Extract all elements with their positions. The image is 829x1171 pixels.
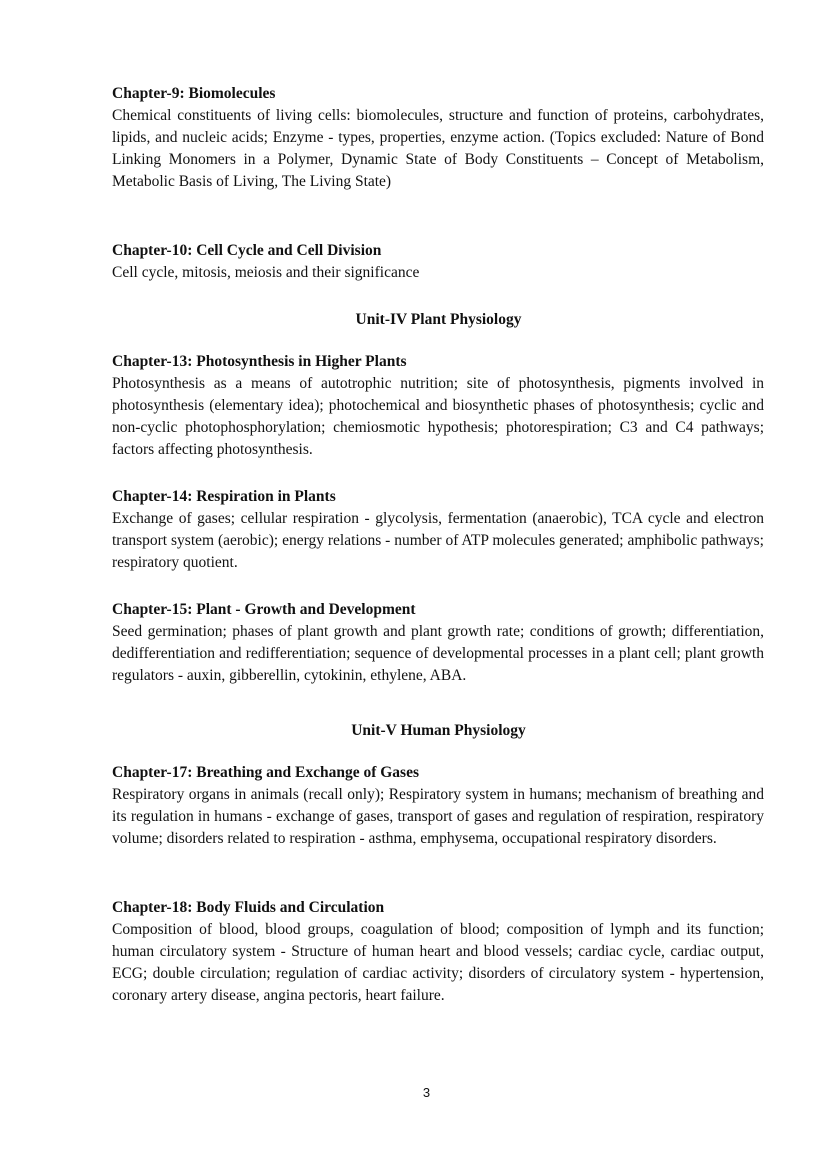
- chapter-body: Seed germination; phases of plant growth and plant growth rate; conditions of growth; differentiation, dedifferentiation and redifferentiation; sequence of developmental processes in a plant cell; plant growth regulators - auxin, gibberellin, cytokinin, ethylene, ABA.: [112, 623, 764, 684]
- chapter-17-section: [112, 762, 764, 850]
- chapter-9-section: [112, 83, 764, 193]
- chapter-18-section: [112, 897, 764, 1007]
- chapter-heading: Chapter-18: Body Fluids and Circulation: [112, 899, 385, 916]
- chapter-body: Cell cycle, mitosis, meiosis and their significance: [112, 264, 420, 281]
- chapter-body: Respiratory organs in animals (recall only); Respiratory system in humans; mechanism of breathing and its regulation in humans - exchange of gases, transport of gases and regulation of respiration, respiratory volume; disorders related to respiration - asthma, emphysema, occupational respiratory disorders.: [112, 786, 764, 847]
- unit-iv-heading: Unit-IV Plant Physiology: [355, 311, 522, 328]
- chapter-13-section: [112, 351, 764, 461]
- chapter-body: Composition of blood, blood groups, coagulation of blood; composition of lymph and its function; human circulatory system - Structure of human heart and blood vessels; cardiac cycle, cardiac output, ECG; double circulation; regulation of cardiac activity; disorders of circulatory system - hypertension, coronary artery disease, angina pectoris, heart failure.: [112, 921, 764, 1004]
- page-number: 3: [422, 1085, 431, 1100]
- chapter-heading: Chapter-14: Respiration in Plants: [112, 488, 336, 505]
- chapter-heading: Chapter-13: Photosynthesis in Higher Plants: [112, 353, 407, 370]
- chapter-heading: Chapter-9: Biomolecules: [112, 85, 276, 102]
- unit-v-heading: Unit-V Human Physiology: [351, 722, 526, 739]
- chapter-heading: Chapter-10: Cell Cycle and Cell Division: [112, 242, 382, 259]
- chapter-body: Photosynthesis as a means of autotrophic nutrition; site of photosynthesis, pigments involved in photosynthesis (elementary idea); photochemical and biosynthetic phases of photosynthesis; cyclic and non-cyclic photophosphorylation; chemiosmotic hypothesis; photorespiration; C3 and C4 pathways; factors affecting photosynthesis.: [112, 375, 764, 458]
- chapter-10-section: [112, 240, 764, 284]
- chapter-body: Chemical constituents of living cells: biomolecules, structure and function of proteins, carbohydrates, lipids, and nucleic acids; Enzyme - types, properties, enzyme action. (Topics excluded: Nature of Bond Linking Monomers in a Polymer, Dynamic State of Body Constituents – Concept of Metabolism, Metabolic Basis of Living, The Living State): [112, 107, 764, 190]
- chapter-heading: Chapter-15: Plant - Growth and Development: [112, 601, 416, 618]
- chapter-15-section: [112, 599, 764, 687]
- chapter-body: Exchange of gases; cellular respiration - glycolysis, fermentation (anaerobic), TCA cycle and electron transport system (aerobic); energy relations - number of ATP molecules generated; amphibolic pathways; respiratory quotient.: [112, 510, 764, 571]
- chapter-heading: Chapter-17: Breathing and Exchange of Gases: [112, 764, 419, 781]
- chapter-14-section: [112, 486, 764, 574]
